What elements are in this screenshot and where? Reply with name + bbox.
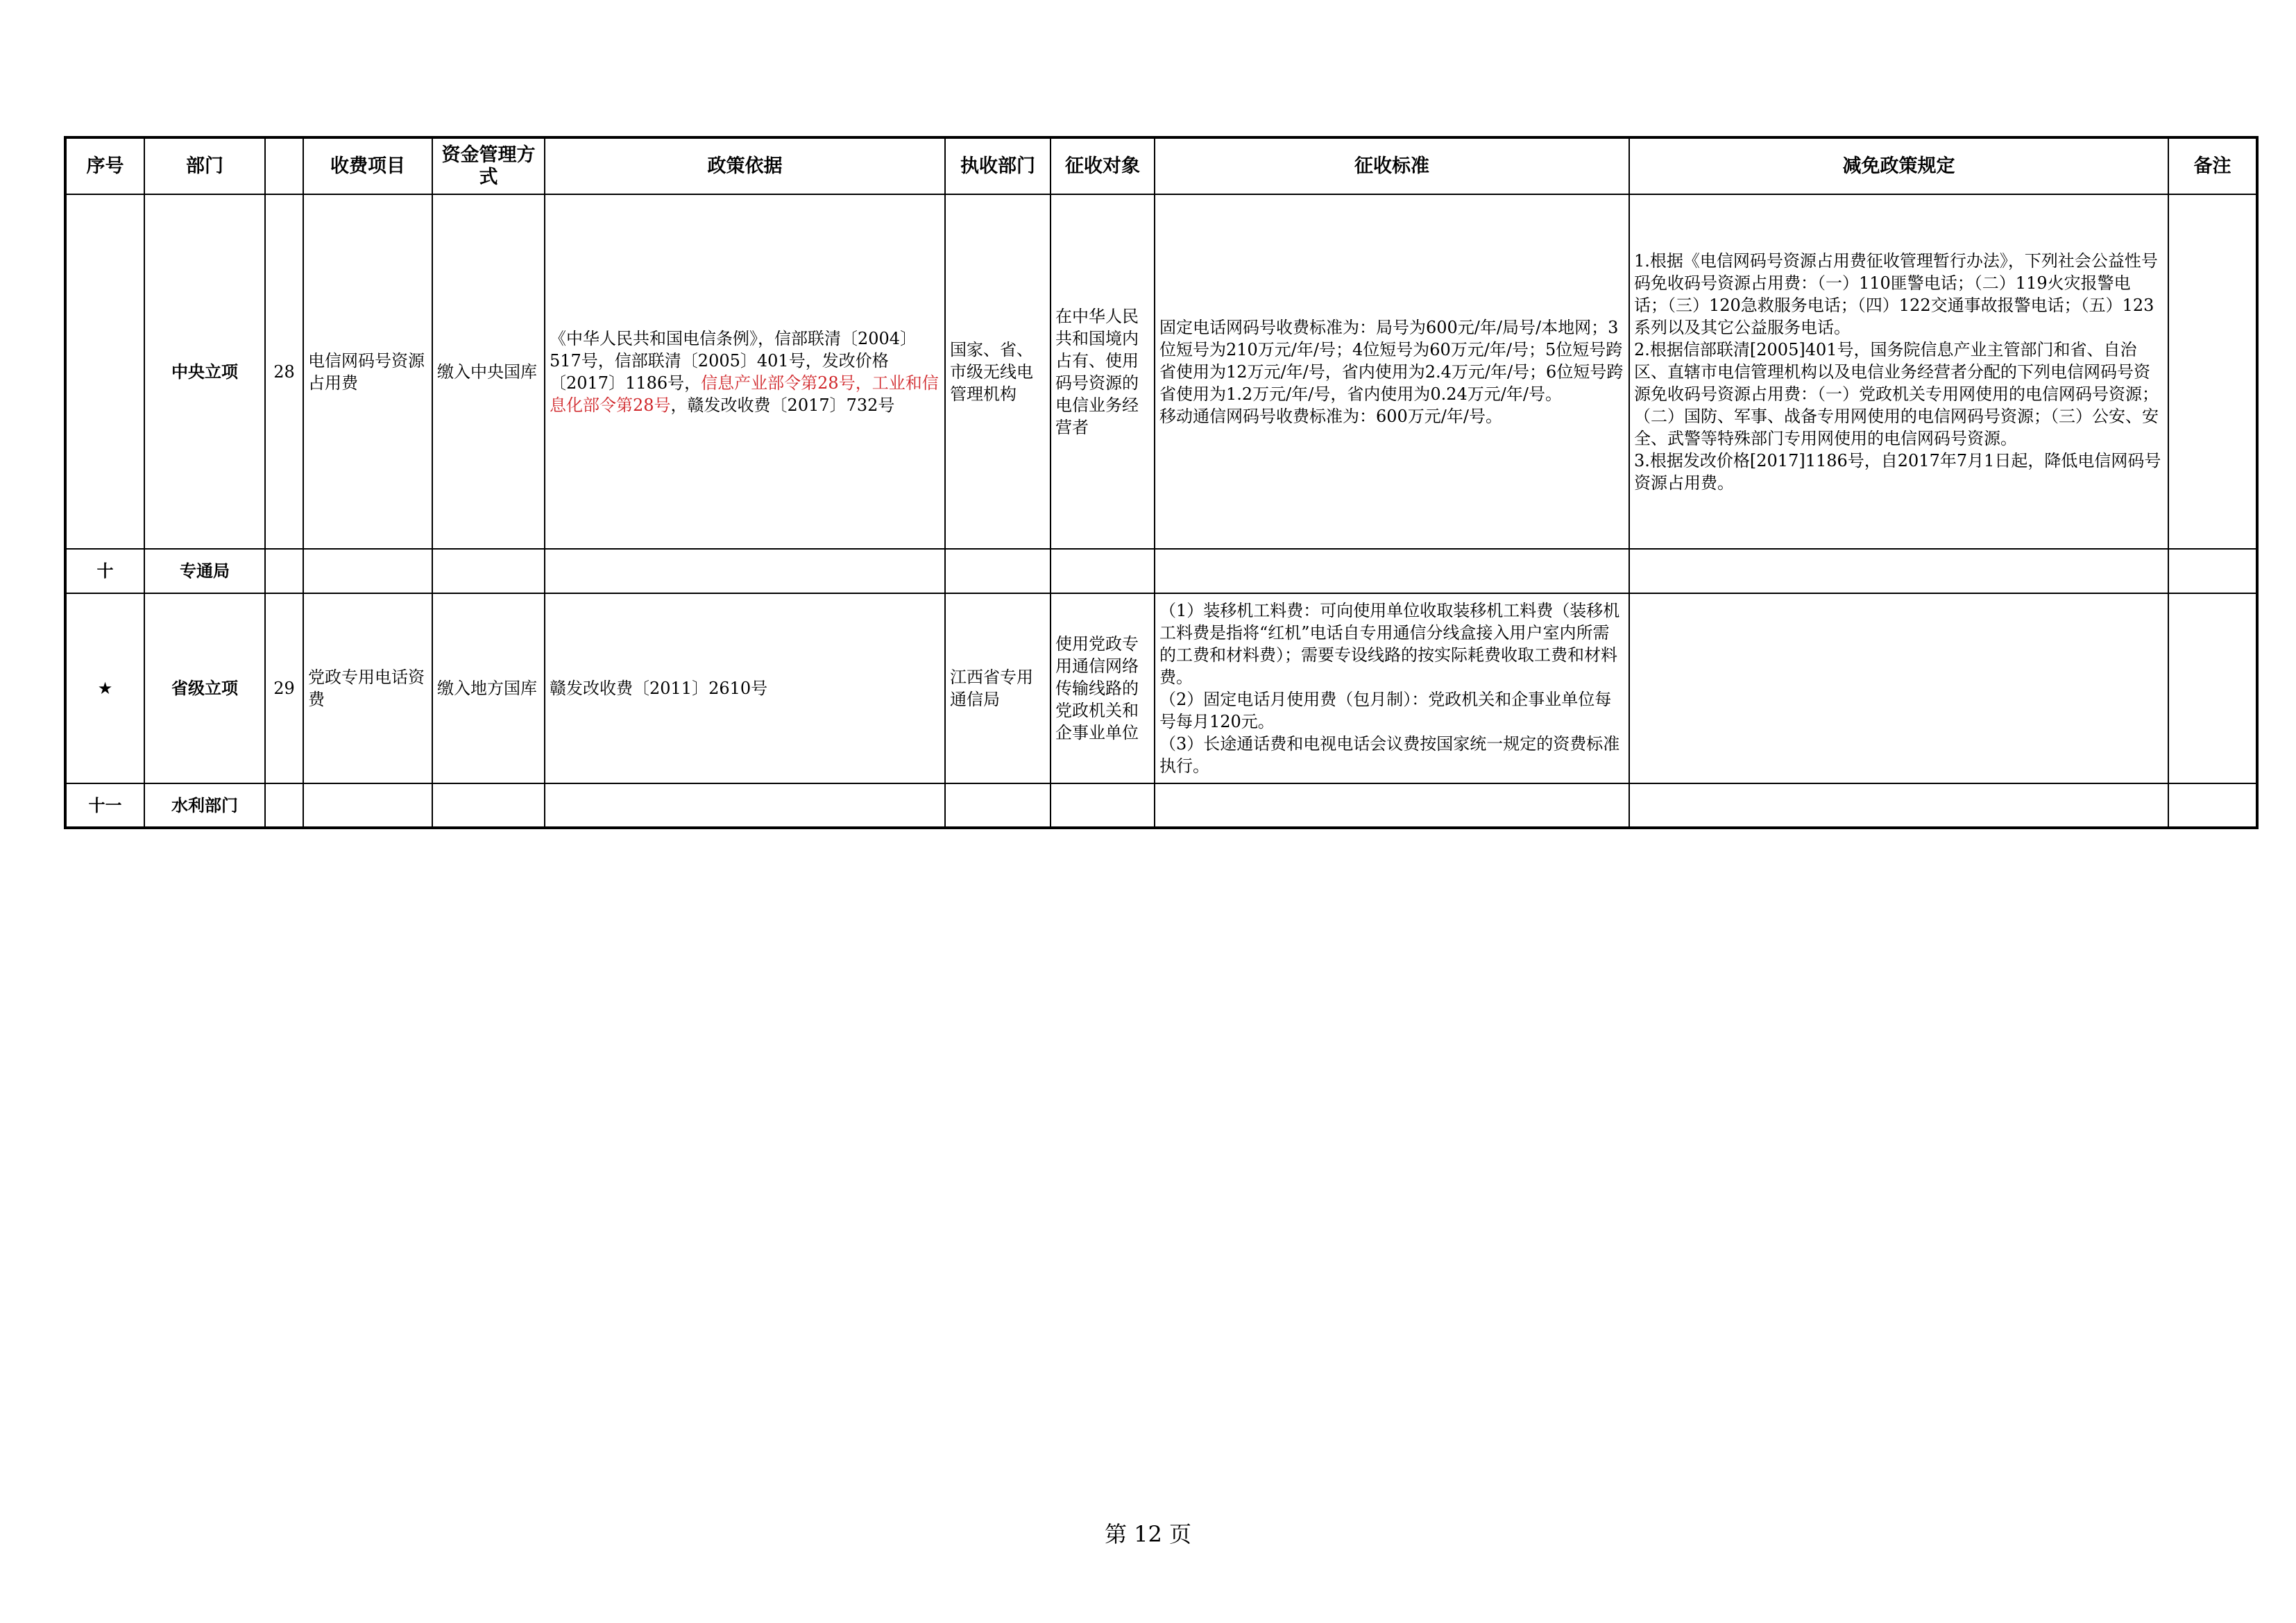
collecting-agency: 国家、省、市级无线电管理机构 [945,194,1051,549]
dept-cell: 专通局 [144,549,265,593]
page-number: 第 12 页 [1104,1521,1192,1547]
header-agency: 执收部门 [945,137,1051,194]
empty-cell [432,549,545,593]
empty-cell [2168,783,2257,828]
header-standard: 征收标准 [1155,137,1629,194]
header-seq: 序号 [65,137,144,194]
collection-target: 使用党政专用通信网络传输线路的党政机关和企事业单位 [1051,593,1155,783]
empty-cell [1155,549,1629,593]
header-dept: 部门 [144,137,265,194]
policy-basis: 赣发改收费〔2011〕2610号 [545,593,945,783]
header-remark: 备注 [2168,137,2257,194]
item-name: 电信网码号资源占用费 [303,194,432,549]
empty-cell [1629,549,2168,593]
table-row [65,549,2257,593]
table-row [65,593,2257,783]
policy-basis-text: 《中华人民共和国电信条例》，信部联清〔2004〕517号，信部联清〔2005〕401号，发改价格〔2017〕1186号， [550,328,917,393]
seq-cell: 十一 [65,783,144,828]
exemption-policy: 1.根据《电信网码号资源占用费征收管理暂行办法》，下列社会公益性号码免收码号资源占用费：（一）110匪警电话；（二）119火灾报警电话；（三）120急救服务电话；（四）122交通事故报警电话；（五）123系列以及其它公益服务电话。 2.根据信部联清[2005]401号，国务院信息产业主管部门和省、自治区、直辖市电信管理机构以及电信业务经营者分配的下列电信网码号资源免收码号资源占用费：（一）党政机关专用网使用的电信网码号资源；（二）国防、军事、战备专用网使用的电信网码号资源；（三）公安、安全、武警等特殊部门专用网使用的电信网码号资源。 3.根据发改价格[2017]1186号，自2017年7月1日起，降低电信网码号资源占用费。 [1629,194,2168,549]
collecting-agency: 江西省专用通信局 [945,593,1051,783]
star-icon: ★ [65,593,144,783]
item-number: 28 [265,194,303,549]
empty-cell [1155,783,1629,828]
remark-cell [2168,194,2257,549]
header-item: 收费项目 [303,137,432,194]
remark-cell [2168,593,2257,783]
seq-cell: 十 [65,549,144,593]
empty-cell [1051,549,1155,593]
item-name: 党政专用电话资费 [303,593,432,783]
header-exempt: 减免政策规定 [1629,137,2168,194]
empty-cell [303,549,432,593]
header-basis: 政策依据 [545,137,945,194]
empty-cell [303,783,432,828]
header-row [65,137,2257,194]
table-row [65,194,2257,549]
fee-table [64,136,2259,829]
header-num [265,137,303,194]
collection-target: 在中华人民共和国境内占有、使用码号资源的电信业务经营者 [1051,194,1155,549]
header-fund: 资金管理方式 [432,137,545,194]
exemption-policy [1629,593,2168,783]
collection-standard: 固定电话网码号收费标准为：局号为600元/年/局号/本地网；3位短号为210万元/年/号；4位短号为60万元/年/号；5位短号跨省使用为12万元/年/号，省内使用为2.4万元/年/号；6位短号跨省使用为1.2万元/年/号，省内使用为0.24万元/年/号。 移动通信网码号收费标准为：600万元/年/号。 [1155,194,1629,549]
empty-cell [1629,783,2168,828]
empty-cell [545,783,945,828]
empty-cell [2168,549,2257,593]
policy-basis-text-end: ，赣发改收费〔2017〕732号 [670,395,895,415]
empty-cell [945,783,1051,828]
table-row [65,783,2257,828]
seq-cell [65,194,144,549]
empty-cell [1051,783,1155,828]
fund-method: 缴入中央国库 [432,194,545,549]
category-cell: 省级立项 [144,593,265,783]
collection-standard: （1）装移机工料费：可向使用单位收取装移机工料费（装移机工料费是指将“红机”电话自专用通信分线盒接入用户室内所需的工费和材料费）；需要专设线路的按实际耗费收取工费和材料费。 （2）固定电话月使用费（包月制）：党政机关和企事业单位每号每月120元。 （3）长途通话费和电视电话会议费按国家统一规定的资费标准执行。 [1155,593,1629,783]
dept-cell: 水利部门 [144,783,265,828]
empty-cell [945,549,1051,593]
policy-basis [545,194,945,549]
policy-basis-highlight: 信息产业部令第28号，工业和信息化部令第28号 [550,373,939,415]
fund-method: 缴入地方国库 [432,593,545,783]
empty-cell [265,549,303,593]
item-number: 29 [265,593,303,783]
header-target: 征收对象 [1051,137,1155,194]
empty-cell [432,783,545,828]
category-cell: 中央立项 [144,194,265,549]
empty-cell [545,549,945,593]
empty-cell [265,783,303,828]
